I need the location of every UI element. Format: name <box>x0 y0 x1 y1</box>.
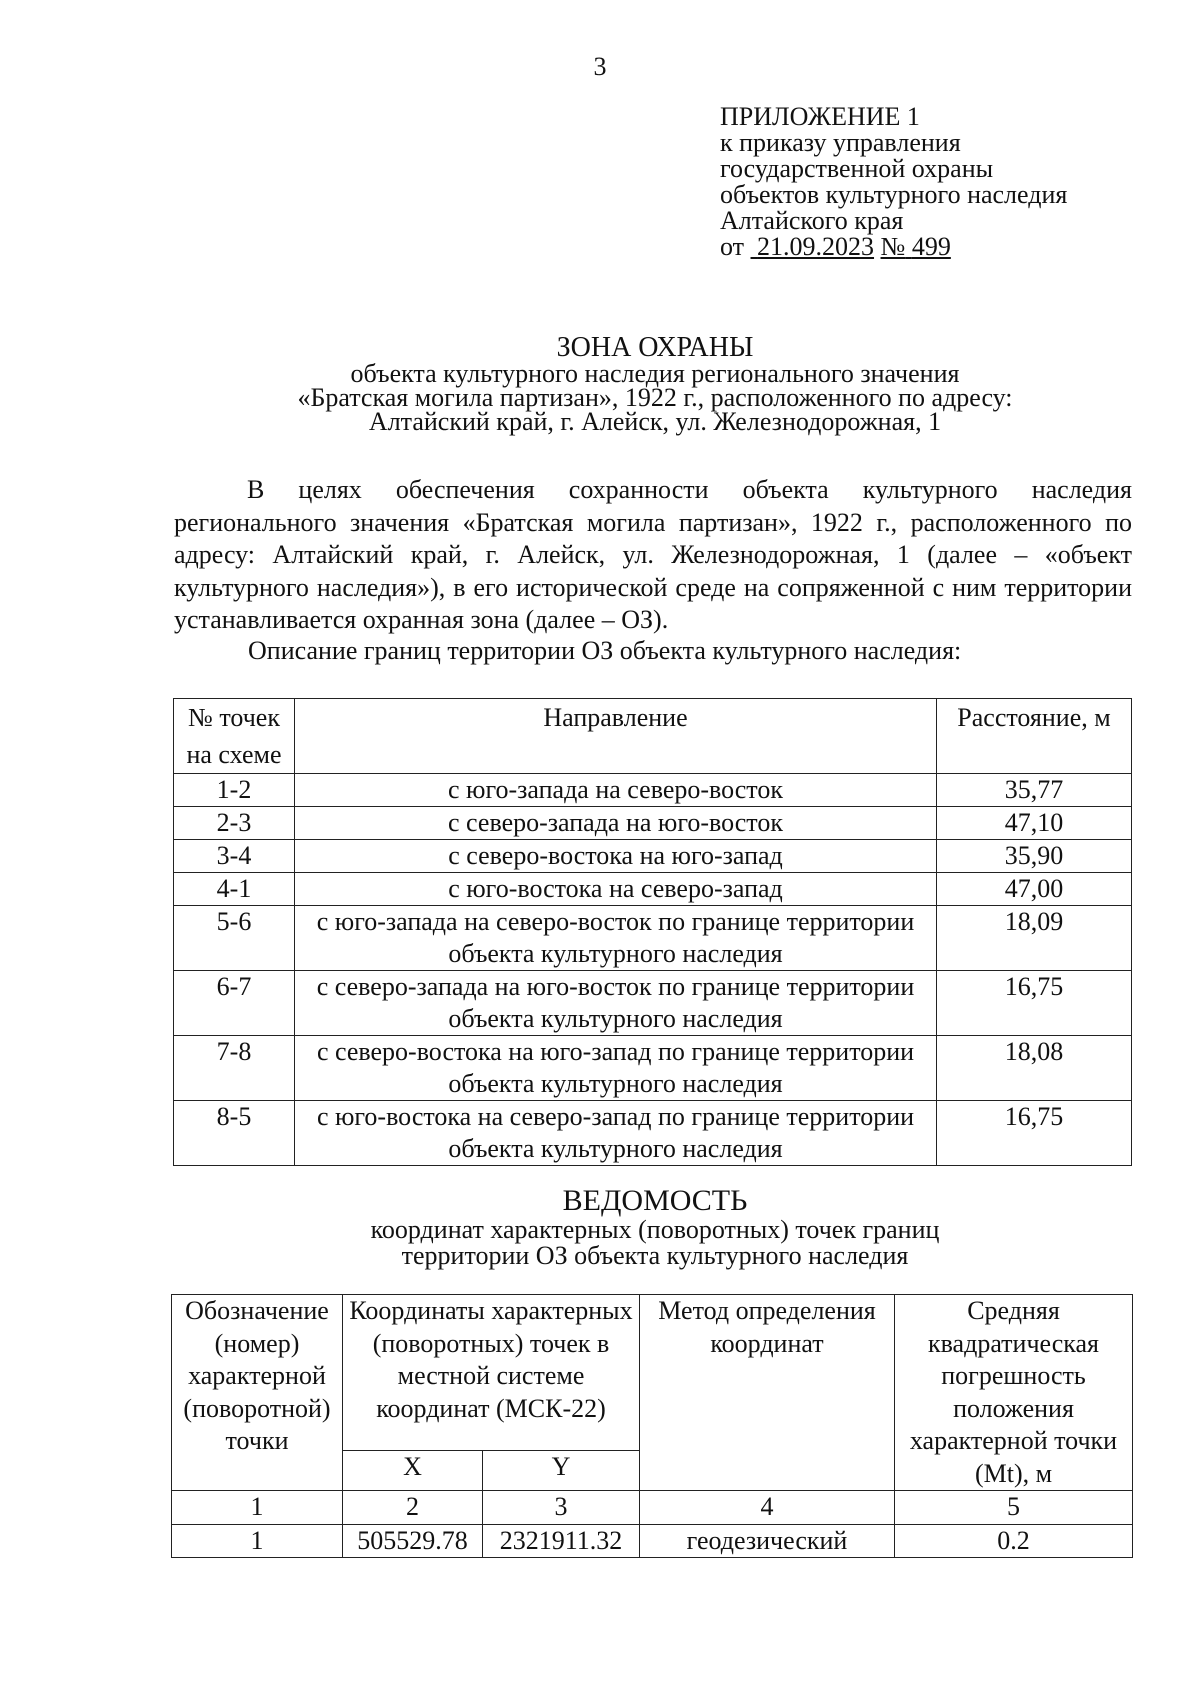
body-text <box>174 474 1132 637</box>
points-cell: 5-6 <box>174 906 295 971</box>
distance-cell: 18,08 <box>937 1036 1132 1101</box>
vedomost-line: территории ОЗ объекта культурного наследия <box>401 1241 909 1270</box>
zone-title: ЗОНА ОХРАНЫ <box>556 332 754 363</box>
direction-cell: с северо-востока на юго-запад по границе территории объекта культурного наследия <box>295 1036 937 1101</box>
order-date: 21.09.2023 <box>757 232 875 261</box>
distance-cell: 16,75 <box>937 971 1132 1036</box>
table-row <box>174 807 1132 840</box>
table-row <box>174 906 1132 971</box>
order-number: № 499 <box>880 232 951 261</box>
column-number-row <box>172 1491 1133 1525</box>
column-number: 5 <box>895 1491 1133 1525</box>
direction-cell: с юго-запада на северо-восток <box>295 774 937 807</box>
appendix-title: ПРИЛОЖЕНИЕ 1 <box>720 102 920 131</box>
header-direction: Направление <box>295 699 937 774</box>
y-cell: 2321911.32 <box>483 1524 640 1558</box>
zone-line: объекта культурного наследия регионального значения <box>350 359 960 388</box>
distance-cell: 47,10 <box>937 807 1132 840</box>
points-cell: 4-1 <box>174 873 295 906</box>
appendix-line: Алтайского края <box>720 206 904 235</box>
table-row <box>174 873 1132 906</box>
appendix-line: к приказу управления <box>720 128 961 157</box>
table-row <box>174 840 1132 873</box>
header-designation: Обозначение (номер) характерной (поворотной) точки <box>172 1295 343 1491</box>
vedomost-title: ВЕДОМОСТЬ <box>562 1184 748 1217</box>
table-header-row <box>174 699 1132 774</box>
table-header-row <box>172 1295 1133 1451</box>
points-cell: 3-4 <box>174 840 295 873</box>
points-cell: 1-2 <box>174 774 295 807</box>
distance-cell: 16,75 <box>937 1101 1132 1166</box>
header-y: Y <box>483 1451 640 1491</box>
column-number: 2 <box>343 1491 483 1525</box>
zone-line: Алтайский край, г. Алейск, ул. Железнодорожная, 1 <box>368 407 942 436</box>
direction-cell: с северо-запада на юго-восток по границе территории объекта культурного наследия <box>295 971 937 1036</box>
points-cell: 2-3 <box>174 807 295 840</box>
x-cell: 505529.78 <box>343 1524 483 1558</box>
table-row <box>172 1524 1133 1558</box>
table-row <box>174 774 1132 807</box>
point-id-cell: 1 <box>172 1524 343 1558</box>
body-paragraph: В целях обеспечения сохранности объекта культурного наследия регионального значения «Братская могила партизан», 1922 г., расположенного по адресу: Алтайский край, г. Алейск, ул. Железнодорожная, 1 (далее – «объект культурного наследия»), в его исторической среде на сопряженной с ним территории устанавливается охранная зона (далее – ОЗ). <box>174 475 1132 634</box>
appendix-line: государственной охраны <box>720 154 994 183</box>
description-line: Описание границ территории ОЗ объекта культурного наследия: <box>248 636 962 665</box>
zone-heading <box>0 332 1200 436</box>
points-cell: 6-7 <box>174 971 295 1036</box>
points-cell: 8-5 <box>174 1101 295 1166</box>
header-coordinates: Координаты характерных (поворотных) точек в местной системе координат (МСК-22) <box>343 1295 640 1451</box>
table-row <box>174 971 1132 1036</box>
header-x: X <box>343 1451 483 1491</box>
distance-cell: 47,00 <box>937 873 1132 906</box>
distance-cell: 35,90 <box>937 840 1132 873</box>
vedomost-line: координат характерных (поворотных) точек границ <box>370 1215 940 1244</box>
direction-cell: с северо-запада на юго-восток <box>295 807 937 840</box>
direction-cell: с юго-востока на северо-запад по границе территории объекта культурного наследия <box>295 1101 937 1166</box>
header-method: Метод определения координат <box>640 1295 895 1491</box>
appendix-line: объектов культурного наследия <box>720 180 1068 209</box>
coordinates-table <box>171 1294 1133 1558</box>
header-error: Средняя квадратическая погрешность положения характерной точки (Mt), м <box>895 1295 1133 1491</box>
header-points: № точек на схеме <box>174 699 295 774</box>
direction-cell: с юго-запада на северо-восток по границе территории объекта культурного наследия <box>295 906 937 971</box>
direction-cell: с юго-востока на северо-запад <box>295 873 937 906</box>
method-cell: геодезический <box>640 1524 895 1558</box>
page-number: 3 <box>593 52 607 81</box>
appendix-date-line <box>720 234 1067 260</box>
error-cell: 0.2 <box>895 1524 1133 1558</box>
boundary-table <box>173 698 1132 1166</box>
zone-line: «Братская могила партизан», 1922 г., расположенного по адресу: <box>297 383 1013 412</box>
distance-cell: 35,77 <box>937 774 1132 807</box>
points-cell: 7-8 <box>174 1036 295 1101</box>
column-number: 3 <box>483 1491 640 1525</box>
vedomost-heading <box>0 1184 1200 1270</box>
table-row <box>174 1036 1132 1101</box>
column-number: 1 <box>172 1491 343 1525</box>
table-row <box>174 1101 1132 1166</box>
distance-cell: 18,09 <box>937 906 1132 971</box>
column-number: 4 <box>640 1491 895 1525</box>
header-distance: Расстояние, м <box>937 699 1132 774</box>
date-prefix: от <box>720 232 745 261</box>
direction-cell: с северо-востока на юго-запад <box>295 840 937 873</box>
appendix-block <box>720 104 1067 260</box>
